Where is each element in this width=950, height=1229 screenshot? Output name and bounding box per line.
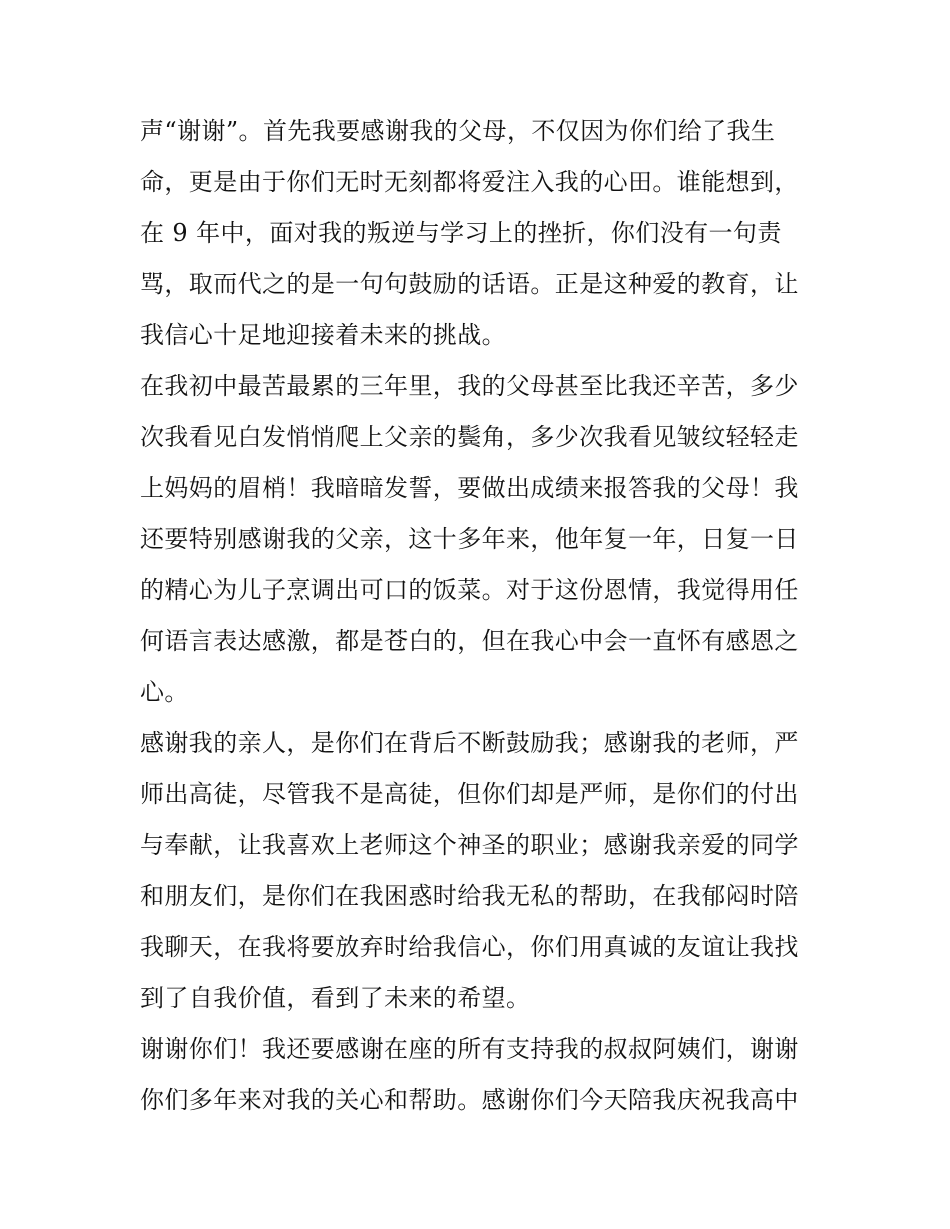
text-line: 命，更是由于你们无时无刻都将爱注入我的心田。谁能想到， bbox=[140, 168, 799, 196]
text-line: 和朋友们，是你们在我困惑时给我无私的帮助，在我郁闷时陪 bbox=[140, 882, 799, 910]
text-line: 在我初中最苦最累的三年里，我的父母甚至比我还辛苦，多少 bbox=[140, 372, 799, 400]
text-line: 你们多年来对我的关心和帮助。感谢你们今天陪我庆祝我高中 bbox=[140, 1086, 799, 1114]
text-line: 次我看见白发悄悄爬上父亲的鬓角，多少次我看见皱纹轻轻走 bbox=[140, 423, 799, 451]
text-line: 我聊天，在我将要放弃时给我信心，你们用真诚的友谊让我找 bbox=[140, 933, 799, 961]
text-line: 骂，取而代之的是一句句鼓励的话语。正是这种爱的教育，让 bbox=[140, 270, 799, 298]
text-line: 还要特别感谢我的父亲，这十多年来，他年复一年，日复一日 bbox=[140, 525, 799, 553]
body-text bbox=[140, 106, 820, 1126]
text-line: 的精心为儿子烹调出可口的饭菜。对于这份恩情，我觉得用任 bbox=[140, 576, 799, 604]
text-line: 上妈妈的眉梢！我暗暗发誓，要做出成绩来报答我的父母！我 bbox=[140, 474, 799, 502]
text-line: 何语言表达感激，都是苍白的，但在我心中会一直怀有感恩之 bbox=[140, 627, 799, 655]
text-line: 师出高徒，尽管我不是高徒，但你们却是严师，是你们的付出 bbox=[140, 780, 799, 808]
text-line: 谢谢你们！我还要感谢在座的所有支持我的叔叔阿姨们，谢谢 bbox=[140, 1035, 799, 1063]
text-line: 心。 bbox=[140, 678, 189, 706]
text-line: 与奉献，让我喜欢上老师这个神圣的职业；感谢我亲爱的同学 bbox=[140, 831, 799, 859]
text-line: 到了自我价值，看到了未来的希望。 bbox=[140, 984, 531, 1012]
text-line: 我信心十足地迎接着未来的挑战。 bbox=[140, 321, 506, 349]
text-line: 声“谢谢”。首先我要感谢我的父母，不仅因为你们给了我生 bbox=[140, 117, 776, 145]
text-line: 在 9 年中，面对我的叛逆与学习上的挫折，你们没有一句责 bbox=[140, 219, 782, 247]
text-line: 感谢我的亲人，是你们在背后不断鼓励我；感谢我的老师，严 bbox=[140, 729, 799, 757]
